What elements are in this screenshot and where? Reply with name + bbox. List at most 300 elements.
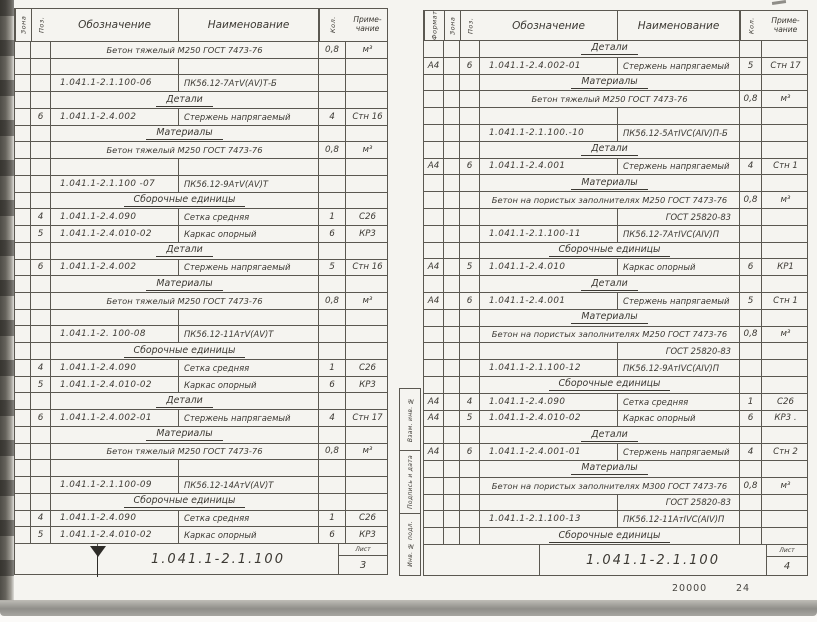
prim-cell: С26 [359, 362, 376, 373]
table-row [424, 142, 807, 159]
naim-cell: ГОСТ 25820-83 [618, 343, 740, 359]
table-row [424, 360, 807, 377]
poz-cell [31, 42, 51, 58]
poz-cell [31, 159, 51, 175]
kol-cell [740, 528, 762, 544]
oboz-cell: 1.041.1-2.1.100-09 [51, 477, 179, 493]
table-row [424, 461, 807, 478]
table-row [15, 527, 387, 543]
kol-cell [319, 59, 346, 75]
zona-cell [444, 259, 460, 275]
kol-cell [319, 193, 346, 209]
format-cell [424, 427, 444, 443]
prim-cell [762, 209, 809, 225]
print-stamp-code: 20000 [672, 583, 708, 594]
prim-cell [762, 360, 809, 376]
material-cell: Бетон тяжелый М250 ГОСТ 7473-76 [480, 91, 740, 107]
poz-cell: 5 [460, 259, 480, 275]
kol-cell [740, 209, 762, 225]
poz-cell [460, 142, 480, 158]
sheet-number: 3 [359, 559, 367, 571]
naim-cell: Стержень напрягаемый [618, 293, 740, 309]
frame-sidebar [399, 388, 421, 576]
kol-cell [740, 125, 762, 141]
zona-cell [444, 75, 460, 91]
format-cell [424, 528, 444, 544]
naim-cell: Стержень напрягаемый [179, 410, 319, 426]
kol-cell [319, 75, 346, 91]
zona-cell [444, 58, 460, 74]
kol-cell [319, 92, 346, 108]
table-row [424, 159, 807, 176]
zona-cell [444, 142, 460, 158]
kol-cell: 0,8 [319, 293, 346, 309]
section-cell: Сборочные единицы [51, 343, 319, 359]
zona-cell [15, 310, 31, 326]
kol-cell [319, 343, 346, 359]
prim-cell: Стн 17 [352, 413, 383, 424]
title-block-empty-cell [424, 545, 540, 575]
prim-cell [346, 427, 389, 443]
poz-cell [460, 343, 480, 359]
prim-cell [762, 310, 809, 326]
zona-cell [444, 478, 460, 494]
prim-cell: м³ [362, 44, 373, 55]
kol-cell [740, 461, 762, 477]
zona-cell [444, 444, 460, 460]
zona-cell [444, 209, 460, 225]
kol-cell: 4 [740, 444, 762, 460]
poz-cell: 5 [31, 527, 51, 543]
table-row [424, 293, 807, 310]
prim-cell: КР3 [359, 530, 376, 541]
poz-cell: 4 [31, 209, 51, 225]
kol-cell: 0,8 [319, 444, 346, 460]
naim-cell: Каркас опорный [179, 527, 319, 543]
section-cell: Сборочные единицы [51, 193, 319, 209]
col-header-format: Формат [424, 11, 444, 40]
zona-cell [444, 293, 460, 309]
poz-cell [460, 226, 480, 242]
kol-cell: 0,8 [740, 478, 762, 494]
poz-cell [31, 477, 51, 493]
right-table-rows [424, 41, 807, 544]
format-cell [424, 310, 444, 326]
prim-cell [762, 427, 809, 443]
fold-mark-line [97, 556, 98, 577]
kol-cell: 4 [740, 159, 762, 175]
col-header-kol: Кол. [319, 9, 346, 41]
kol-cell: 1 [740, 394, 762, 410]
prim-cell [346, 460, 389, 476]
prim-cell: м³ [362, 295, 373, 306]
zona-cell [15, 460, 31, 476]
oboz-cell: 1.041.1-2.4.090 [480, 394, 618, 410]
zona-cell [15, 293, 31, 309]
scan-binding-edge [0, 0, 14, 601]
naim-cell: Сетка средняя [179, 511, 319, 527]
poz-cell [460, 377, 480, 393]
material-cell: Бетон на пористых заполнителях М250 ГОСТ 7473-76 [480, 192, 740, 208]
kol-cell: 5 [319, 260, 346, 276]
naim-cell [179, 310, 319, 326]
prim-cell: КР3 [359, 379, 376, 390]
format-cell: А4 [424, 58, 444, 74]
zona-cell [444, 343, 460, 359]
oboz-cell: 1.041.1-2.4.010-02 [51, 226, 179, 242]
print-stamp-page: 24 [736, 583, 751, 594]
zona-cell [15, 343, 31, 359]
poz-cell [460, 276, 480, 292]
prim-cell [346, 343, 389, 359]
col-header-poz: Поз. [31, 9, 51, 41]
oboz-cell: 1.041.1-2.4.010-02 [51, 527, 179, 543]
prim-cell: м³ [362, 145, 373, 156]
poz-cell: 6 [31, 260, 51, 276]
poz-cell: 5 [31, 226, 51, 242]
poz-cell [31, 243, 51, 259]
poz-cell [31, 92, 51, 108]
section-cell: Сборочные единицы [480, 377, 740, 393]
table-row [15, 343, 387, 360]
naim-cell: ПК56.12-5АтIVС(АIV)П-Б [618, 125, 740, 141]
material-cell: Бетон тяжелый М250 ГОСТ 7473-76 [51, 42, 319, 58]
prim-cell [762, 41, 809, 57]
section-cell: Материалы [51, 276, 319, 292]
oboz-cell [51, 460, 179, 476]
kol-cell [319, 494, 346, 510]
prim-cell [346, 276, 389, 292]
oboz-cell: 1.041.1-2.4.002-01 [51, 410, 179, 426]
format-cell: А4 [424, 411, 444, 427]
section-cell: Сборочные единицы [51, 494, 319, 510]
zona-cell [444, 175, 460, 191]
table-row [424, 192, 807, 209]
section-cell: Детали [480, 142, 740, 158]
prim-cell: м³ [780, 480, 791, 491]
oboz-cell [480, 495, 618, 511]
table-row [15, 460, 387, 477]
table-row [424, 259, 807, 276]
naim-cell: ПК56.12-9АтIVС(АIV)П [618, 360, 740, 376]
table-row [15, 75, 387, 92]
zona-cell [444, 411, 460, 427]
naim-cell [179, 59, 319, 75]
format-cell [424, 41, 444, 57]
kol-cell [740, 75, 762, 91]
prim-cell: Стн 17 [770, 60, 801, 71]
zona-cell [15, 209, 31, 225]
kol-cell [740, 142, 762, 158]
table-row [15, 511, 387, 528]
kol-cell [319, 310, 346, 326]
oboz-cell: 1.041.1-2.4.090 [51, 360, 179, 376]
poz-cell: 5 [460, 411, 480, 427]
table-row [424, 528, 807, 544]
title-block [15, 543, 387, 574]
zona-cell [444, 377, 460, 393]
naim-cell: ПК56.12-11АтIVС(АIV)П [618, 511, 740, 527]
naim-cell: ПК56.12-7АтIVС(АIV)П [618, 226, 740, 242]
prim-cell [762, 276, 809, 292]
scan-artifact [772, 0, 786, 5]
sidebar-label-podpis-data: Подпись и дата [406, 455, 414, 509]
table-row [15, 393, 387, 410]
zona-cell [444, 511, 460, 527]
zona-cell [15, 176, 31, 192]
zona-cell [15, 427, 31, 443]
oboz-cell: 1.041.1-2.1.100 -07 [51, 176, 179, 192]
section-cell: Детали [480, 276, 740, 292]
prim-cell: КР1 [777, 262, 794, 273]
prim-cell: м³ [780, 94, 791, 105]
oboz-cell: 1.041.1-2.4.010-02 [480, 411, 618, 427]
zona-cell [15, 59, 31, 75]
format-cell [424, 243, 444, 259]
section-cell: Сборочные единицы [480, 528, 740, 544]
prim-cell [346, 92, 389, 108]
prim-cell [762, 75, 809, 91]
poz-cell [460, 528, 480, 544]
col-header-naimenovanie: Наименование [179, 9, 319, 41]
col-header-zona: Зона [15, 9, 31, 41]
poz-cell [460, 41, 480, 57]
oboz-cell: 1.041.1-2.1.100-11 [480, 226, 618, 242]
kol-cell [740, 276, 762, 292]
format-cell [424, 175, 444, 191]
prim-cell [346, 159, 389, 175]
zona-cell [15, 42, 31, 58]
prim-cell [762, 377, 809, 393]
material-cell: Бетон тяжелый М250 ГОСТ 7473-76 [51, 444, 319, 460]
poz-cell [31, 126, 51, 142]
table-row [424, 343, 807, 360]
table-row [424, 327, 807, 344]
prim-cell [762, 243, 809, 259]
zona-cell [444, 125, 460, 141]
kol-cell: 1 [319, 360, 346, 376]
kol-cell: 0,8 [319, 42, 346, 58]
format-cell [424, 91, 444, 107]
kol-cell: 6 [319, 377, 346, 393]
table-row [15, 109, 387, 126]
scan-shadow-band [0, 600, 817, 616]
table-row [424, 243, 807, 260]
format-cell [424, 75, 444, 91]
prim-cell [346, 176, 389, 192]
table-row [424, 226, 807, 243]
table-header [15, 9, 387, 42]
material-cell: Бетон тяжелый М250 ГОСТ 7473-76 [51, 142, 319, 158]
naim-cell [618, 108, 740, 124]
kol-cell [319, 159, 346, 175]
table-row [424, 75, 807, 92]
prim-cell: С26 [777, 396, 794, 407]
table-row [424, 444, 807, 461]
poz-cell [31, 444, 51, 460]
naim-cell [179, 460, 319, 476]
prim-cell: м³ [780, 329, 791, 340]
naim-cell: ПК56.12-9АтV(АV)Т [179, 176, 319, 192]
table-row [424, 41, 807, 58]
table-row [15, 444, 387, 461]
poz-cell [460, 427, 480, 443]
zona-cell [444, 360, 460, 376]
naim-cell: Каркас опорный [179, 377, 319, 393]
poz-cell: 6 [460, 159, 480, 175]
table-row [424, 310, 807, 327]
prim-cell [762, 175, 809, 191]
format-cell [424, 478, 444, 494]
kol-cell: 6 [740, 259, 762, 275]
table-row [15, 293, 387, 310]
oboz-cell: 1.041.1-2.1.100-13 [480, 511, 618, 527]
table-row [424, 91, 807, 108]
format-cell [424, 108, 444, 124]
spec-sheet-4 [423, 10, 808, 576]
prim-cell [762, 461, 809, 477]
naim-cell: Стержень напрягаемый [618, 58, 740, 74]
table-row [15, 176, 387, 193]
kol-cell: 5 [740, 293, 762, 309]
table-row [424, 276, 807, 293]
zona-cell [444, 192, 460, 208]
zona-cell [444, 91, 460, 107]
sidebar-cell [400, 389, 420, 451]
format-cell [424, 343, 444, 359]
format-cell [424, 276, 444, 292]
poz-cell: 6 [460, 58, 480, 74]
table-row [15, 159, 387, 176]
poz-cell [31, 310, 51, 326]
poz-cell [460, 175, 480, 191]
prim-cell: С26 [359, 212, 376, 223]
format-cell: А4 [424, 293, 444, 309]
zona-cell [15, 527, 31, 543]
kol-cell [740, 377, 762, 393]
poz-cell [460, 108, 480, 124]
prim-cell [762, 495, 809, 511]
prim-cell: КР3 . [774, 413, 797, 424]
section-cell: Материалы [480, 461, 740, 477]
prim-cell [346, 326, 389, 342]
prim-cell [762, 343, 809, 359]
oboz-cell [480, 209, 618, 225]
poz-cell: 6 [460, 293, 480, 309]
kol-cell [740, 108, 762, 124]
prim-cell [346, 310, 389, 326]
table-row [424, 108, 807, 125]
oboz-cell: 1.041.1-2.4.010 [480, 259, 618, 275]
zona-cell [15, 494, 31, 510]
format-cell [424, 142, 444, 158]
document-number: 1.041.1-2.1.100 [540, 545, 767, 575]
section-cell: Детали [480, 427, 740, 443]
zona-cell [444, 310, 460, 326]
kol-cell [740, 427, 762, 443]
prim-cell: КР3 [359, 228, 376, 239]
poz-cell [31, 193, 51, 209]
oboz-cell [51, 310, 179, 326]
prim-cell [346, 477, 389, 493]
table-row [15, 226, 387, 243]
section-cell: Материалы [480, 310, 740, 326]
kol-cell [319, 126, 346, 142]
col-header-poz: Поз. [460, 11, 480, 40]
poz-cell: 4 [31, 511, 51, 527]
zona-cell [15, 511, 31, 527]
format-cell: А4 [424, 394, 444, 410]
zona-cell [15, 444, 31, 460]
poz-cell [460, 209, 480, 225]
zona-cell [444, 327, 460, 343]
table-row [424, 511, 807, 528]
col-header-primechanie: Приме-чание [353, 15, 382, 33]
kol-cell [740, 360, 762, 376]
kol-cell [740, 310, 762, 326]
col-header-kol: Кол. [740, 11, 762, 40]
oboz-cell: 1.041.1-2.1.100.-10 [480, 125, 618, 141]
prim-cell: Стн 1 [773, 161, 798, 172]
poz-cell [31, 293, 51, 309]
kol-cell: 0,8 [740, 327, 762, 343]
poz-cell [460, 360, 480, 376]
format-cell: А4 [424, 259, 444, 275]
zona-cell [444, 226, 460, 242]
poz-cell [460, 91, 480, 107]
zona-cell [15, 360, 31, 376]
naim-cell: ГОСТ 25820-83 [618, 495, 740, 511]
prim-cell: С26 [359, 513, 376, 524]
table-header [424, 11, 807, 41]
sheet-label: Лист [767, 545, 807, 557]
table-row [15, 494, 387, 511]
table-row [424, 175, 807, 192]
kol-cell [319, 427, 346, 443]
kol-cell [740, 226, 762, 242]
col-header-naimenovanie: Наименование [618, 11, 740, 40]
oboz-cell: 1.041.1-2.4.002-01 [480, 58, 618, 74]
poz-cell [460, 511, 480, 527]
oboz-cell: 1.041.1-2.4.010-02 [51, 377, 179, 393]
fold-mark-triangle [90, 546, 106, 557]
table-row [424, 411, 807, 428]
oboz-cell: 1.041.1-2. 100-08 [51, 326, 179, 342]
zona-cell [444, 528, 460, 544]
title-block [424, 544, 807, 575]
zona-cell [444, 276, 460, 292]
naim-cell: Стержень напрягаемый [179, 109, 319, 125]
table-row [424, 209, 807, 226]
spec-sheet-3 [14, 8, 388, 575]
table-row [15, 276, 387, 293]
prim-cell [346, 193, 389, 209]
table-row [424, 427, 807, 444]
prim-cell [762, 108, 809, 124]
zona-cell [15, 326, 31, 342]
table-row [424, 58, 807, 75]
kol-cell [740, 243, 762, 259]
oboz-cell: 1.041.1-2.4.002 [51, 109, 179, 125]
prim-cell: Стн 16 [352, 111, 383, 122]
table-row [15, 377, 387, 394]
poz-cell [460, 310, 480, 326]
poz-cell [31, 59, 51, 75]
kol-cell [319, 243, 346, 259]
format-cell [424, 511, 444, 527]
prim-cell [762, 226, 809, 242]
naim-cell: Каркас опорный [618, 259, 740, 275]
